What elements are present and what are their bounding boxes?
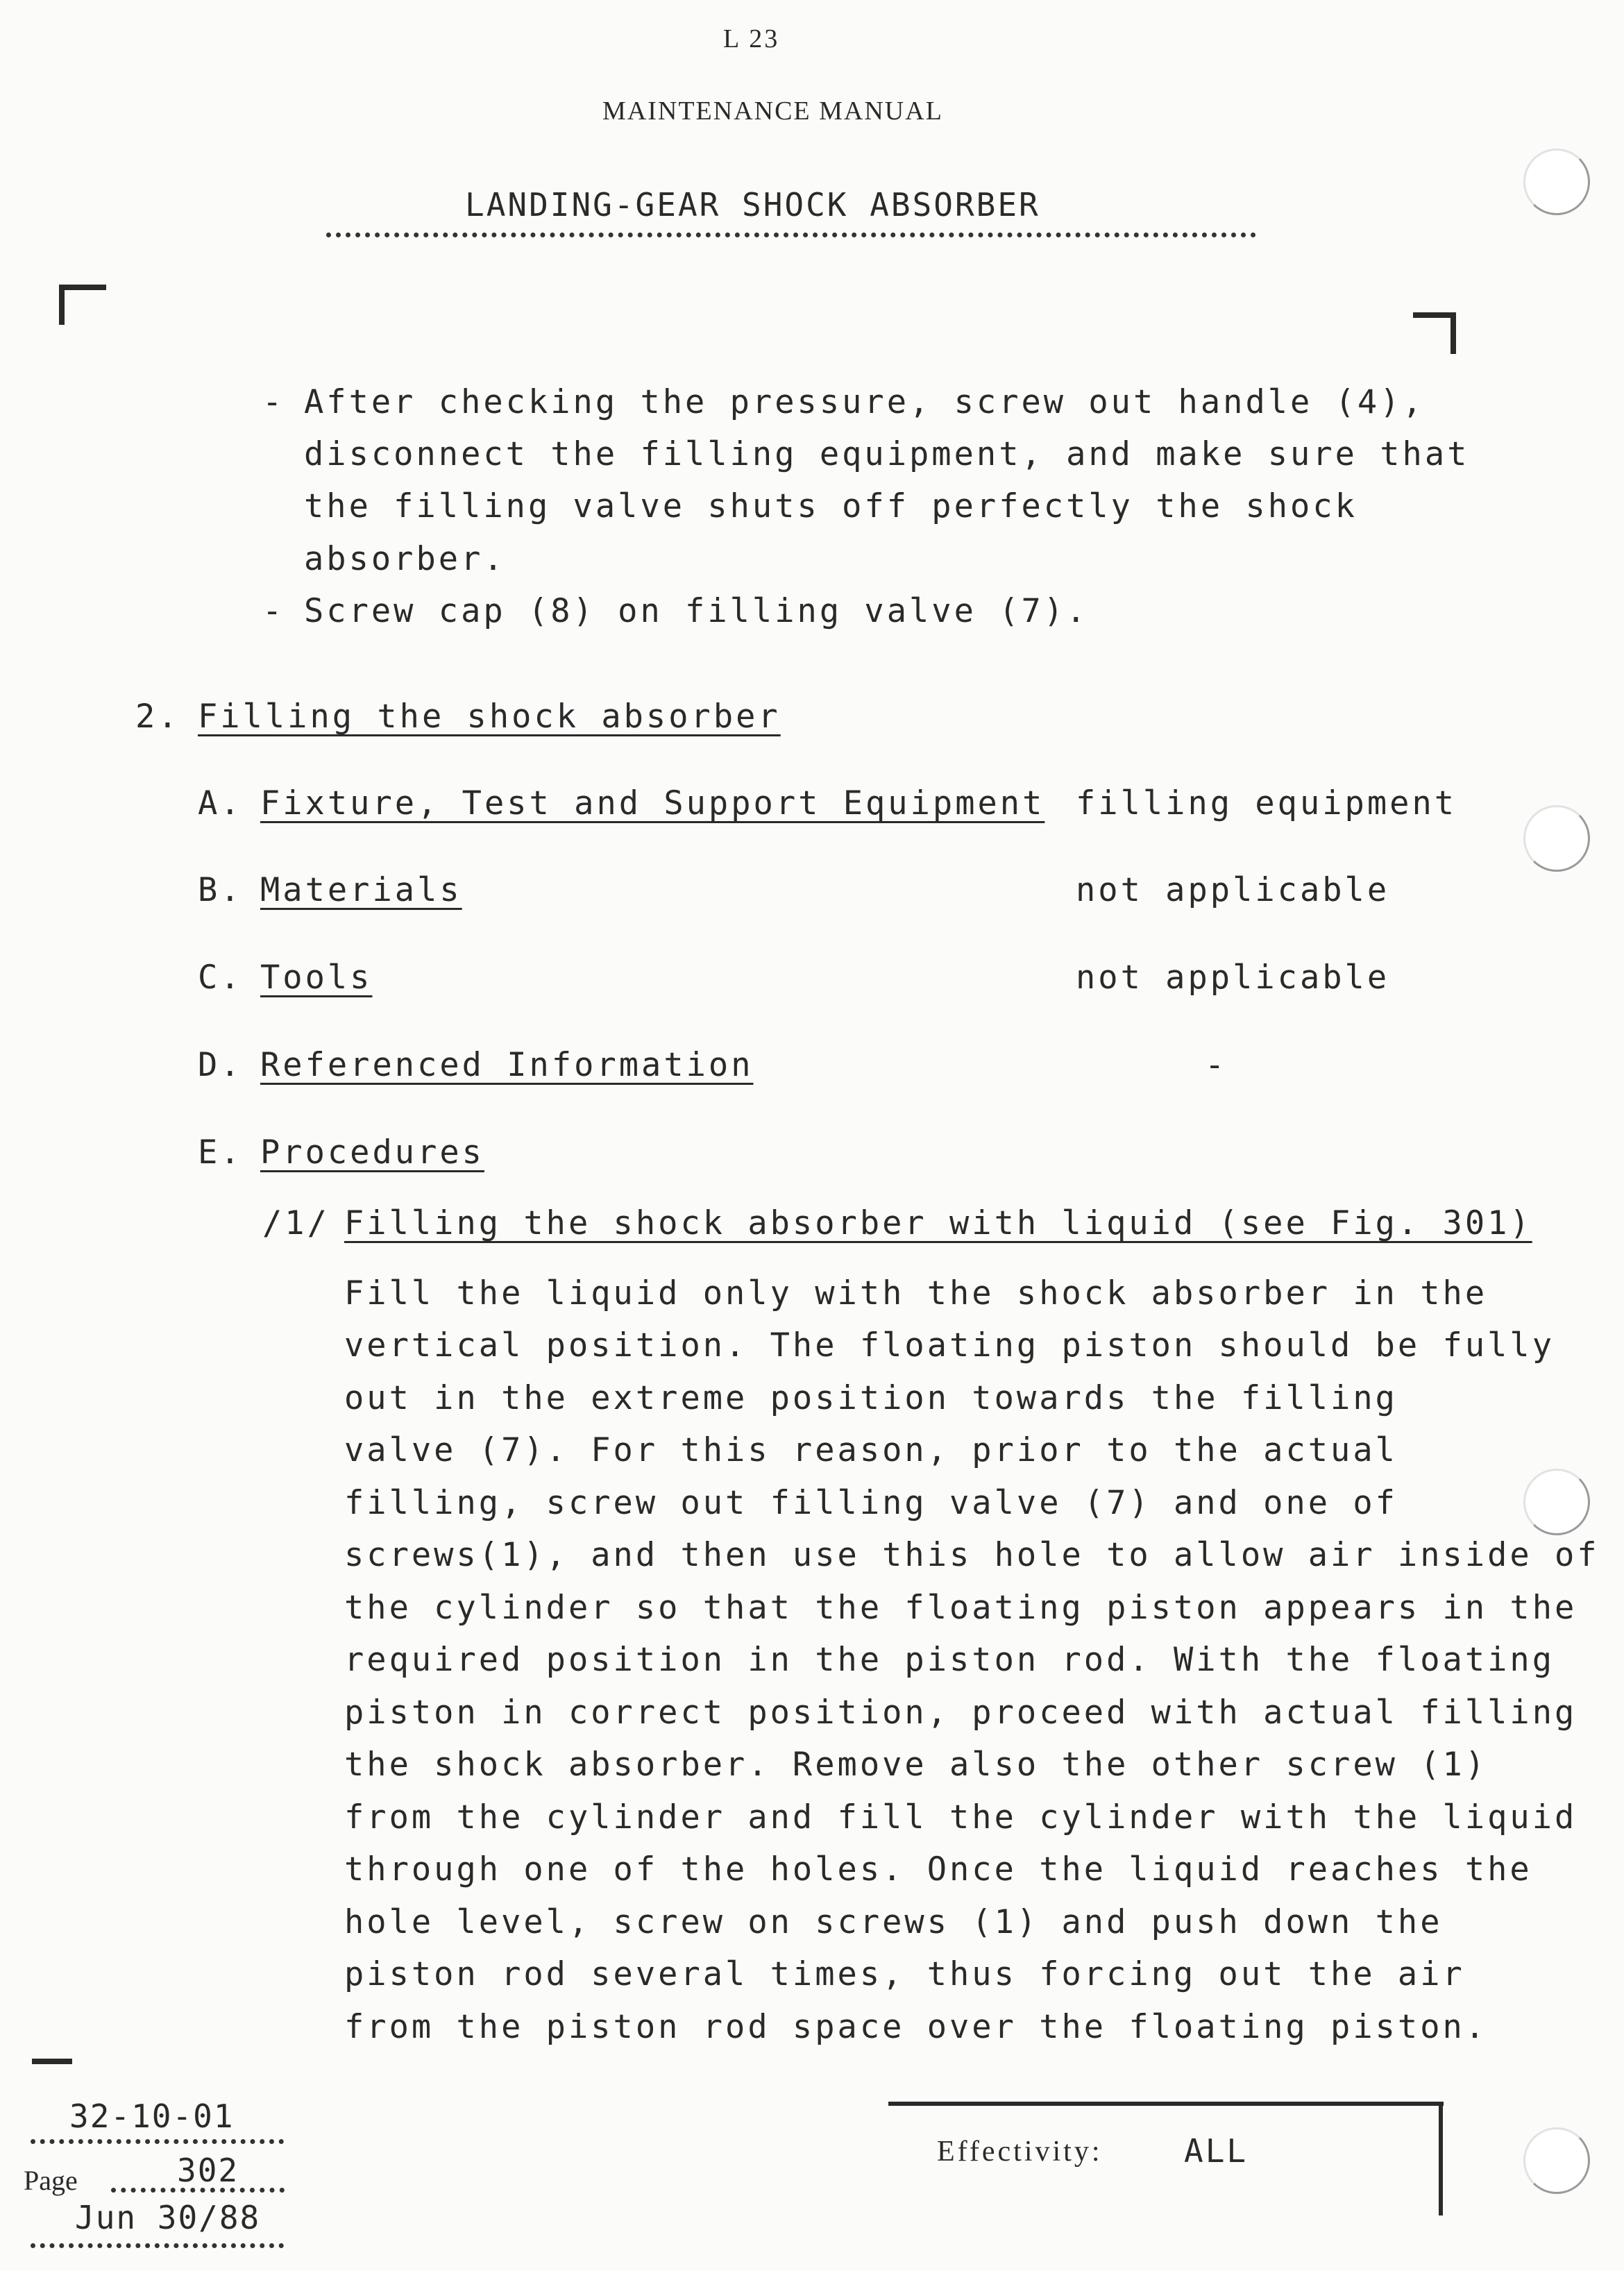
intro-bullet-1-line-1: After checking the pressure, screw out handle (4), — [304, 383, 1425, 421]
punch-hole-4 — [1523, 2127, 1590, 2194]
intro-bullet-1-line-3: the filling valve shuts off perfectly the shock — [304, 487, 1357, 525]
section-title: LANDING-GEAR SHOCK ABSORBER — [465, 186, 1040, 223]
procedure-line-3: out in the extreme position towards the filling — [344, 1379, 1398, 1417]
item-b-value: not applicable — [1076, 871, 1390, 909]
procedure-line-7: the cylinder so that the floating piston appears in the — [344, 1589, 1578, 1627]
intro-bullet-1-line-2: disconnect the filling equipment, and make sure that — [304, 435, 1470, 473]
procedure-line-5: filling, screw out filling valve (7) and one of — [344, 1484, 1398, 1522]
procedure-line-10: the shock absorber. Remove also the other screw (1) — [344, 1746, 1488, 1784]
item-b-label: Materials — [260, 871, 462, 909]
item-e-letter: E. — [198, 1133, 243, 1172]
footer-page-number: 302 — [177, 2152, 239, 2189]
item-d-value: - — [1205, 1046, 1228, 1084]
bullet-dash-2: - — [262, 592, 285, 630]
procedure-line-9: piston in correct position, proceed with actual filling — [344, 1694, 1578, 1732]
footer-chapter: 32-10-01 — [69, 2097, 235, 2135]
bullet-dash-1: - — [262, 383, 285, 421]
footer-page-label: Page — [24, 2165, 78, 2196]
procedure-line-14: piston rod several times, thus forcing out the air — [344, 1955, 1465, 1993]
procedure-line-13: hole level, screw on screws (1) and push down the — [344, 1903, 1443, 1941]
effectivity-label: Effectivity: — [937, 2136, 1103, 2168]
footer-dots-1 — [31, 2139, 284, 2144]
section-2-number: 2. — [135, 698, 180, 736]
procedure-line-6: screws(1), and then use this hole to allow air inside of — [344, 1536, 1600, 1574]
procedure-line-11: from the cylinder and fill the cylinder with the liquid — [344, 1798, 1578, 1837]
procedure-line-12: through one of the holes. Once the liquid reaches the — [344, 1850, 1532, 1889]
section-2-title: Filling the shock absorber — [198, 698, 781, 736]
footer-dots-2 — [31, 2243, 284, 2248]
corner-mark-top-right — [1413, 312, 1456, 354]
item-d-label: Referenced Information — [260, 1046, 754, 1084]
punch-hole-1 — [1523, 149, 1590, 215]
procedure-line-2: vertical position. The floating piston should be fully — [344, 1326, 1555, 1365]
effectivity-box-side — [1439, 2102, 1443, 2215]
intro-bullet-1-line-4: absorber. — [304, 540, 506, 578]
item-e-label: Procedures — [260, 1133, 484, 1172]
item-b-letter: B. — [198, 871, 243, 909]
doc-code: L 23 — [723, 24, 780, 53]
item-a-value: filling equipment — [1076, 784, 1457, 822]
procedure-1-number: /1/ — [262, 1204, 330, 1242]
margin-tick-mark — [32, 2059, 72, 2064]
item-a-letter: A. — [198, 784, 243, 822]
procedure-1-title: Filling the shock absorber with liquid (see Fig. 301) — [344, 1204, 1532, 1242]
procedure-line-15: from the piston rod space over the floating piston. — [344, 2008, 1488, 2046]
header-dotted-rule — [326, 233, 1256, 237]
footer-date: Jun 30/88 — [75, 2199, 261, 2236]
item-c-value: not applicable — [1076, 959, 1390, 997]
procedure-line-4: valve (7). For this reason, prior to the actual — [344, 1431, 1398, 1469]
item-d-letter: D. — [198, 1046, 243, 1084]
punch-hole-3 — [1523, 1469, 1590, 1535]
procedure-line-8: required position in the piston rod. With the floating — [344, 1641, 1555, 1679]
effectivity-box-rule — [888, 2102, 1444, 2106]
intro-bullet-2: Screw cap (8) on filling valve (7). — [304, 592, 1089, 630]
item-c-label: Tools — [260, 959, 373, 997]
manual-title: MAINTENANCE MANUAL — [602, 96, 943, 126]
punch-hole-2 — [1523, 805, 1590, 872]
procedure-line-1: Fill the liquid only with the shock absorber in the — [344, 1274, 1488, 1312]
item-c-letter: C. — [198, 959, 243, 997]
corner-mark-top-left — [59, 285, 106, 325]
item-a-label: Fixture, Test and Support Equipment — [260, 784, 1045, 822]
effectivity-value: ALL — [1184, 2132, 1249, 2170]
